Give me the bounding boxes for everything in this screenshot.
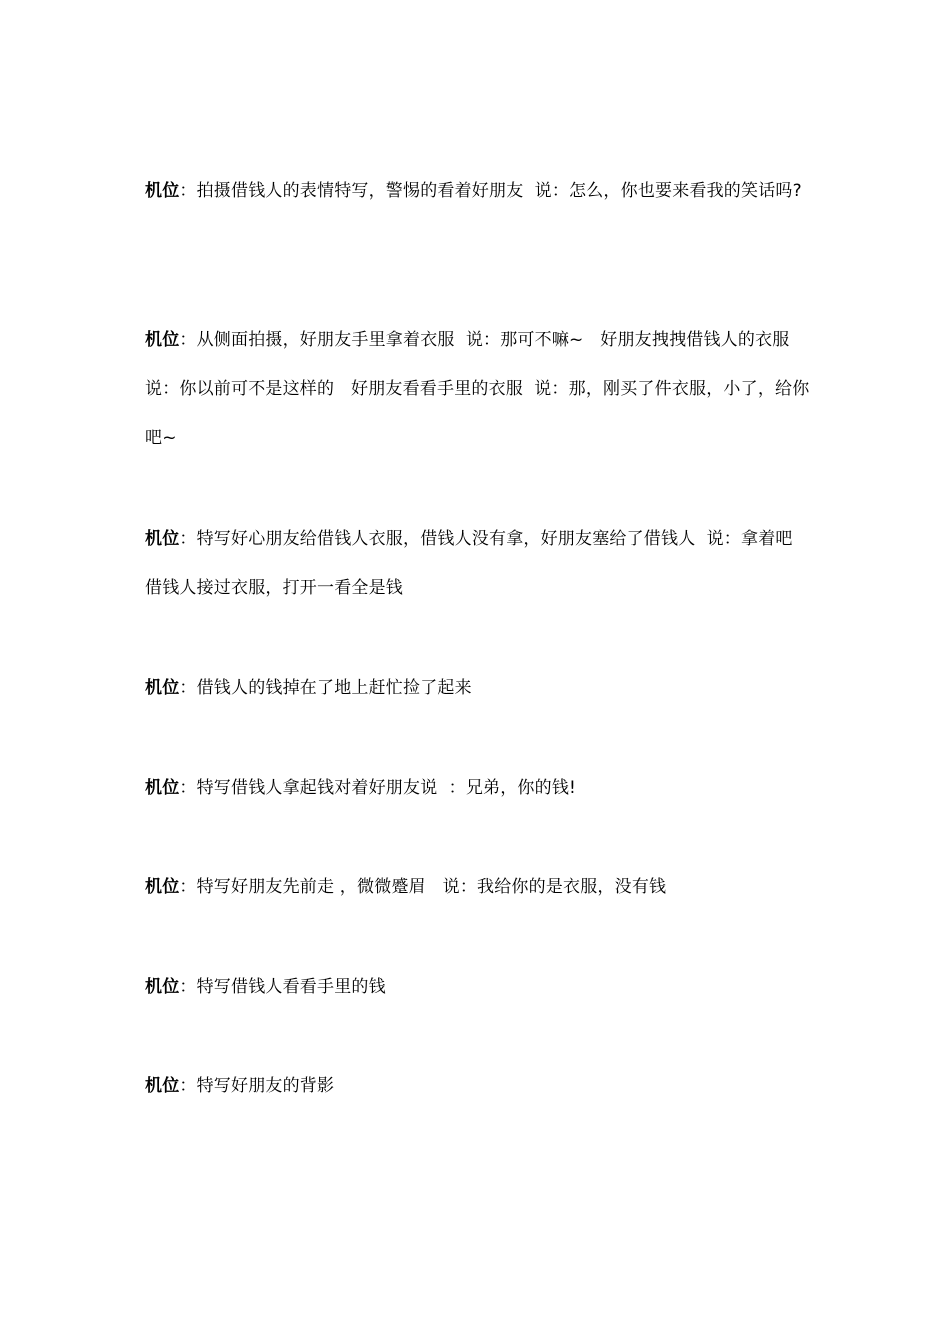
script-paragraph-5 xyxy=(145,764,815,813)
paragraph-text: ：拍摄借钱人的表情特写，警惕的看着好朋友 说：怎么，你也要来看我的笑话吗? xyxy=(179,181,802,201)
camera-position-label: 机位 xyxy=(145,330,180,350)
paragraph-text: ：特写好朋友的背影 xyxy=(179,1076,335,1096)
camera-position-label: 机位 xyxy=(145,877,180,897)
paragraph-text: ：从侧面拍摄，好朋友手里拿着衣服 说：那可不嘛~ 好朋友拽拽借钱人的衣服 说：你以前可不是这样的 好朋友看看手里的衣服 说：那，刚买了件衣服，小了，给你吧~ xyxy=(145,330,810,448)
paragraph-text: ：借钱人的钱掉在了地上赶忙捡了起来 xyxy=(179,678,472,698)
script-paragraph-2 xyxy=(145,316,815,463)
paragraph-text: ：特写好心朋友给借钱人衣服，借钱人没有拿，好朋友塞给了借钱人 说：拿着吧 借钱人接过衣服，打开一看全是钱 xyxy=(145,529,810,598)
script-paragraph-1 xyxy=(145,167,815,216)
camera-position-label: 机位 xyxy=(145,678,180,698)
script-paragraph-7 xyxy=(145,963,815,1012)
camera-position-label: 机位 xyxy=(145,977,180,997)
camera-position-label: 机位 xyxy=(145,181,180,201)
script-paragraph-6 xyxy=(145,863,815,912)
paragraph-text: ：特写借钱人拿起钱对着好朋友说 ：兄弟，你的钱! xyxy=(179,778,577,798)
paragraph-text: ：特写好朋友先前走 ，微微蹙眉 说：我给你的是衣服，没有钱 xyxy=(179,877,667,897)
script-paragraph-8 xyxy=(145,1062,815,1111)
camera-position-label: 机位 xyxy=(145,529,180,549)
paragraph-text: ：特写借钱人看看手里的钱 xyxy=(179,977,386,997)
script-paragraph-3 xyxy=(145,515,815,613)
camera-position-label: 机位 xyxy=(145,778,180,798)
camera-position-label: 机位 xyxy=(145,1076,180,1096)
script-paragraph-4 xyxy=(145,664,815,713)
